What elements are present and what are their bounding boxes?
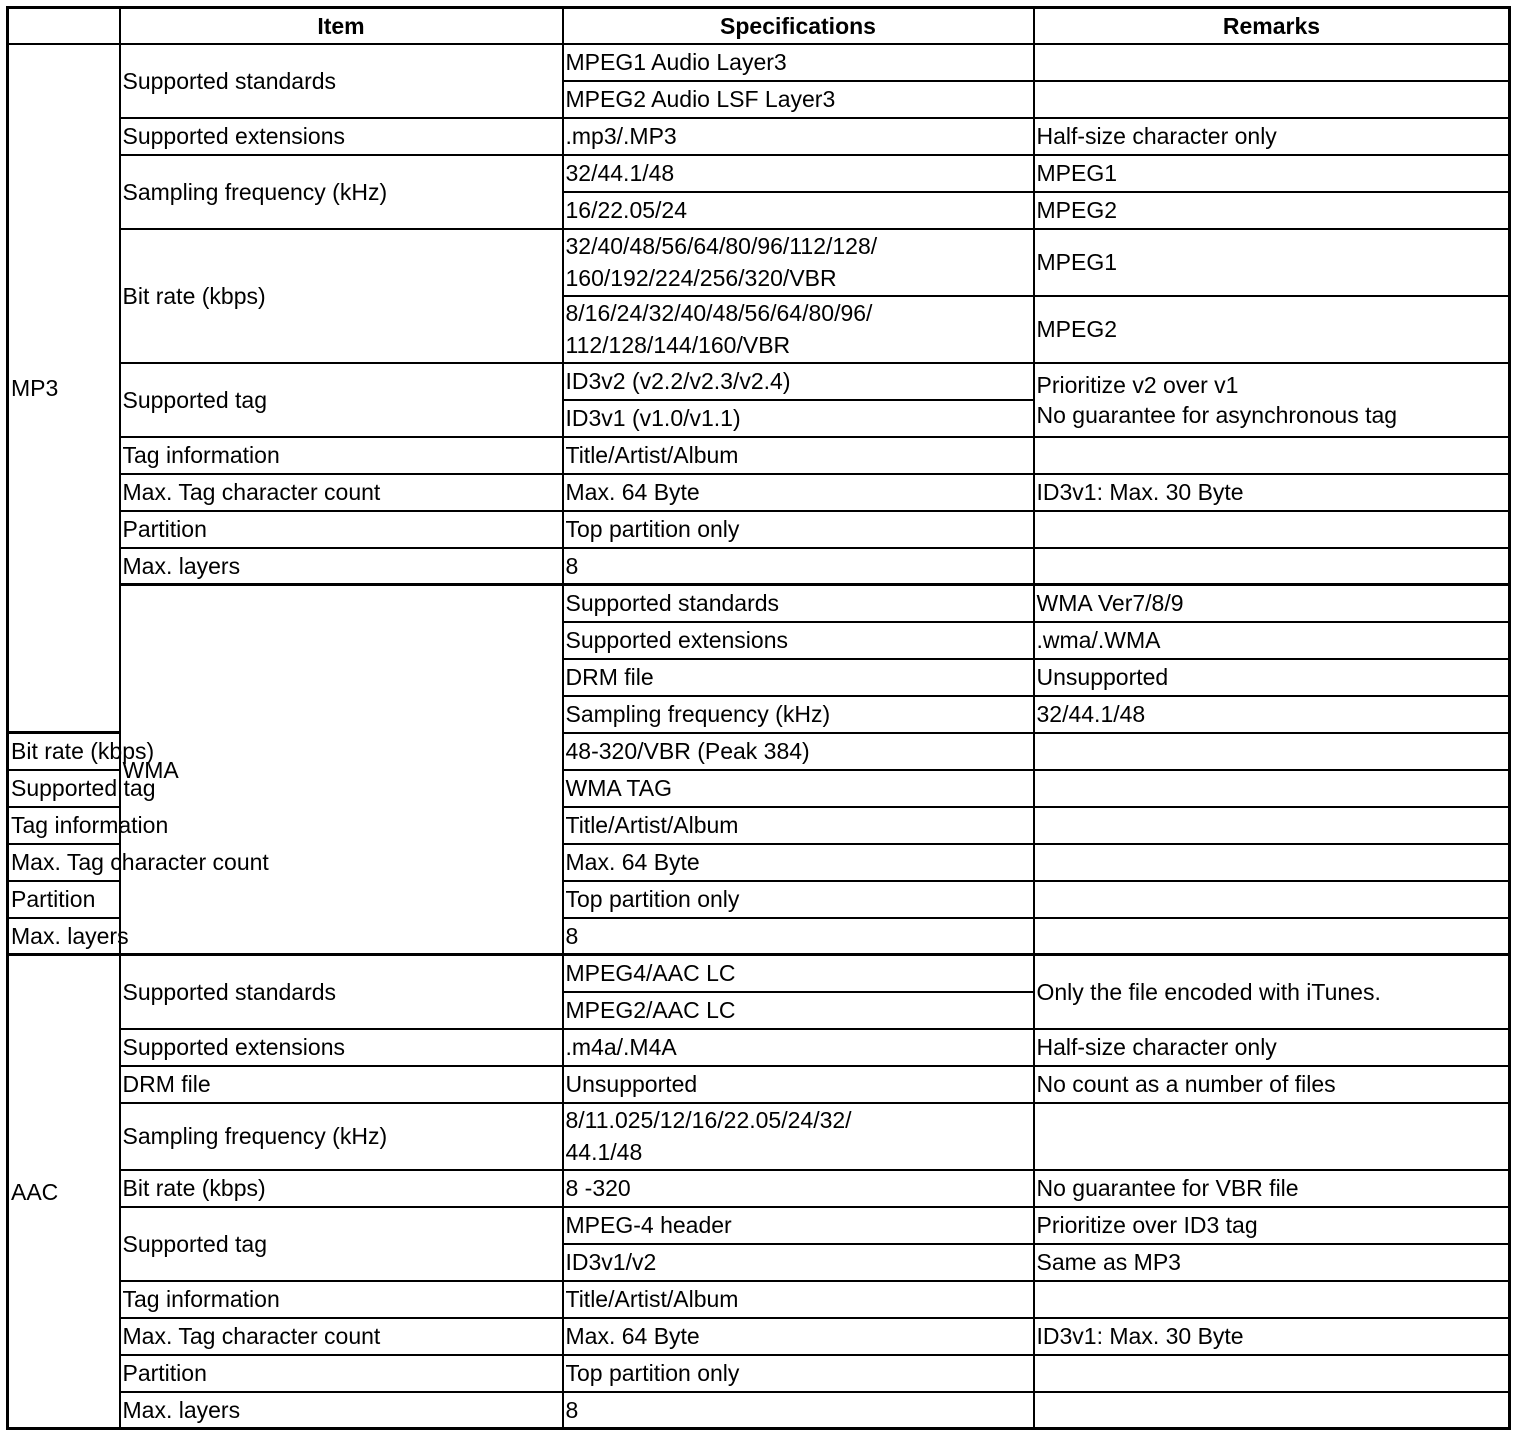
item-cell: Max. layers <box>8 918 120 955</box>
spec-cell: WMA TAG <box>563 770 1034 807</box>
spec-cell: Title/Artist/Album <box>563 807 1034 844</box>
spec-cell: MPEG4/AAC LC <box>563 955 1034 992</box>
spec-cell: ID3v1/v2 <box>563 1244 1034 1281</box>
header-group <box>8 8 120 44</box>
table-row <box>8 1207 1510 1244</box>
spec-cell: MPEG2/AAC LC <box>563 992 1034 1029</box>
spec-cell: MPEG-4 header <box>563 1207 1034 1244</box>
group-label-wma: WMA <box>120 585 563 955</box>
spec-cell: Unsupported <box>563 1066 1034 1103</box>
remarks-cell <box>1034 733 1510 770</box>
item-cell: DRM file <box>120 1066 563 1103</box>
spec-cell: 48-320/VBR (Peak 384) <box>563 733 1034 770</box>
item-cell: Supported extensions <box>120 118 563 155</box>
item-cell: Supported standards <box>563 585 1034 622</box>
table-row <box>8 1103 1510 1170</box>
item-cell: Supported extensions <box>120 1029 563 1066</box>
remarks-cell: MPEG2 <box>1034 296 1510 363</box>
table-row <box>8 155 1510 192</box>
spec-line: 32/40/48/56/64/80/96/112/128/ <box>565 233 878 259</box>
item-cell: Tag information <box>120 1281 563 1318</box>
remarks-cell <box>1034 1392 1510 1429</box>
spec-cell: 16/22.05/24 <box>563 192 1034 229</box>
remarks-cell: Only the file encoded with iTunes. <box>1034 955 1510 1029</box>
header-remarks: Remarks <box>1034 8 1510 44</box>
item-cell: Bit rate (kbps) <box>8 733 120 770</box>
remarks-cell <box>1034 81 1510 118</box>
remarks-cell <box>1034 918 1510 955</box>
remarks-cell <box>1034 807 1510 844</box>
remarks-cell <box>1034 44 1510 81</box>
item-cell: Max. Tag character count <box>120 474 563 511</box>
item-cell: Supported standards <box>120 955 563 1029</box>
item-cell: Tag information <box>8 807 120 844</box>
spec-cell: Unsupported <box>1034 659 1510 696</box>
table-row <box>8 844 1510 881</box>
spec-cell: 8 <box>563 1392 1034 1429</box>
item-cell: Partition <box>120 1355 563 1392</box>
table-row <box>8 1066 1510 1103</box>
spec-cell: .mp3/.MP3 <box>563 118 1034 155</box>
item-cell: Partition <box>8 881 120 918</box>
item-cell: Supported tag <box>8 770 120 807</box>
item-cell: Supported extensions <box>563 622 1034 659</box>
remarks-cell <box>1034 770 1510 807</box>
spec-cell: .wma/.WMA <box>1034 622 1510 659</box>
item-cell: Bit rate (kbps) <box>120 229 563 363</box>
header-row <box>8 8 1510 44</box>
item-cell: Sampling frequency (kHz) <box>120 1103 563 1170</box>
spec-cell: 8 -320 <box>563 1170 1034 1207</box>
remarks-cell <box>1034 1355 1510 1392</box>
remarks-line: No guarantee for asynchronous tag <box>1036 401 1398 428</box>
item-cell: Max. layers <box>120 1392 563 1429</box>
table-row <box>8 1392 1510 1429</box>
group-label-aac: AAC <box>8 955 120 1429</box>
spec-cell: 8 <box>563 548 1034 585</box>
remarks-cell <box>1034 437 1510 474</box>
spec-cell: .m4a/.M4A <box>563 1029 1034 1066</box>
remarks-cell: Half-size character only <box>1034 118 1510 155</box>
table-row <box>8 1355 1510 1392</box>
spec-cell: Top partition only <box>563 881 1034 918</box>
remarks-cell: No count as a number of files <box>1034 1066 1510 1103</box>
item-cell: Supported tag <box>120 1207 563 1281</box>
spec-cell: Top partition only <box>563 511 1034 548</box>
remarks-line: Prioritize v2 over v1 <box>1036 371 1239 398</box>
spec-cell: WMA Ver7/8/9 <box>1034 585 1510 622</box>
table-row <box>8 585 1510 622</box>
spec-line: 160/192/224/256/320/VBR <box>565 265 837 291</box>
table-row <box>8 511 1510 548</box>
remarks-cell <box>1034 1281 1510 1318</box>
spec-cell <box>563 296 1034 363</box>
remarks-cell: Same as MP3 <box>1034 1244 1510 1281</box>
spec-line: 8/11.025/12/16/22.05/24/32/ <box>565 1107 852 1133</box>
remarks-cell <box>1034 844 1510 881</box>
remarks-cell <box>1034 548 1510 585</box>
spec-table <box>6 6 1511 1430</box>
remarks-cell: ID3v1: Max. 30 Byte <box>1034 474 1510 511</box>
spec-line: 44.1/48 <box>565 1139 643 1165</box>
spec-cell: Max. 64 Byte <box>563 1318 1034 1355</box>
spec-cell: 32/44.1/48 <box>1034 696 1510 733</box>
spec-cell: 32/44.1/48 <box>563 155 1034 192</box>
spec-cell: ID3v2 (v2.2/v2.3/v2.4) <box>563 363 1034 400</box>
spec-cell: Title/Artist/Album <box>563 437 1034 474</box>
remarks-cell <box>1034 363 1510 437</box>
remarks-cell <box>1034 1103 1510 1170</box>
header-specifications: Specifications <box>563 8 1034 44</box>
remarks-cell: ID3v1: Max. 30 Byte <box>1034 1318 1510 1355</box>
remarks-cell: MPEG1 <box>1034 229 1510 296</box>
remarks-cell <box>1034 881 1510 918</box>
table-row <box>8 548 1510 585</box>
item-cell: Max. layers <box>120 548 563 585</box>
item-cell: Sampling frequency (kHz) <box>563 696 1034 733</box>
item-cell: Supported standards <box>120 44 563 118</box>
remarks-cell: Half-size character only <box>1034 1029 1510 1066</box>
remarks-cell <box>1034 511 1510 548</box>
item-cell: Max. Tag character count <box>8 844 120 881</box>
table-row <box>8 118 1510 155</box>
table-row <box>8 955 1510 992</box>
table-row <box>8 1170 1510 1207</box>
item-cell: Max. Tag character count <box>120 1318 563 1355</box>
spec-cell: 8 <box>563 918 1034 955</box>
item-cell: Bit rate (kbps) <box>120 1170 563 1207</box>
table-row <box>8 363 1510 400</box>
remarks-cell: MPEG2 <box>1034 192 1510 229</box>
table-row <box>8 229 1510 296</box>
remarks-cell: Prioritize over ID3 tag <box>1034 1207 1510 1244</box>
item-cell: Sampling frequency (kHz) <box>120 155 563 229</box>
group-label-mp3: MP3 <box>8 44 120 733</box>
table-row <box>8 1318 1510 1355</box>
spec-line: 8/16/24/32/40/48/56/64/80/96/ <box>565 300 873 326</box>
spec-cell <box>563 229 1034 296</box>
item-cell: Tag information <box>120 437 563 474</box>
spec-cell: Top partition only <box>563 1355 1034 1392</box>
spec-cell: MPEG2 Audio LSF Layer3 <box>563 81 1034 118</box>
table-row <box>8 44 1510 81</box>
spec-cell: Max. 64 Byte <box>563 474 1034 511</box>
spec-line: 112/128/144/160/VBR <box>565 332 791 358</box>
table-row <box>8 1281 1510 1318</box>
spec-cell: MPEG1 Audio Layer3 <box>563 44 1034 81</box>
item-cell: DRM file <box>563 659 1034 696</box>
spec-cell <box>563 1103 1034 1170</box>
table-row <box>8 437 1510 474</box>
table-row <box>8 1029 1510 1066</box>
item-cell: Supported tag <box>120 363 563 437</box>
table-row <box>8 474 1510 511</box>
header-item: Item <box>120 8 563 44</box>
remarks-cell: No guarantee for VBR file <box>1034 1170 1510 1207</box>
spec-cell: ID3v1 (v1.0/v1.1) <box>563 400 1034 437</box>
spec-cell: Max. 64 Byte <box>563 844 1034 881</box>
remarks-cell: MPEG1 <box>1034 155 1510 192</box>
item-cell: Partition <box>120 511 563 548</box>
spec-cell: Title/Artist/Album <box>563 1281 1034 1318</box>
